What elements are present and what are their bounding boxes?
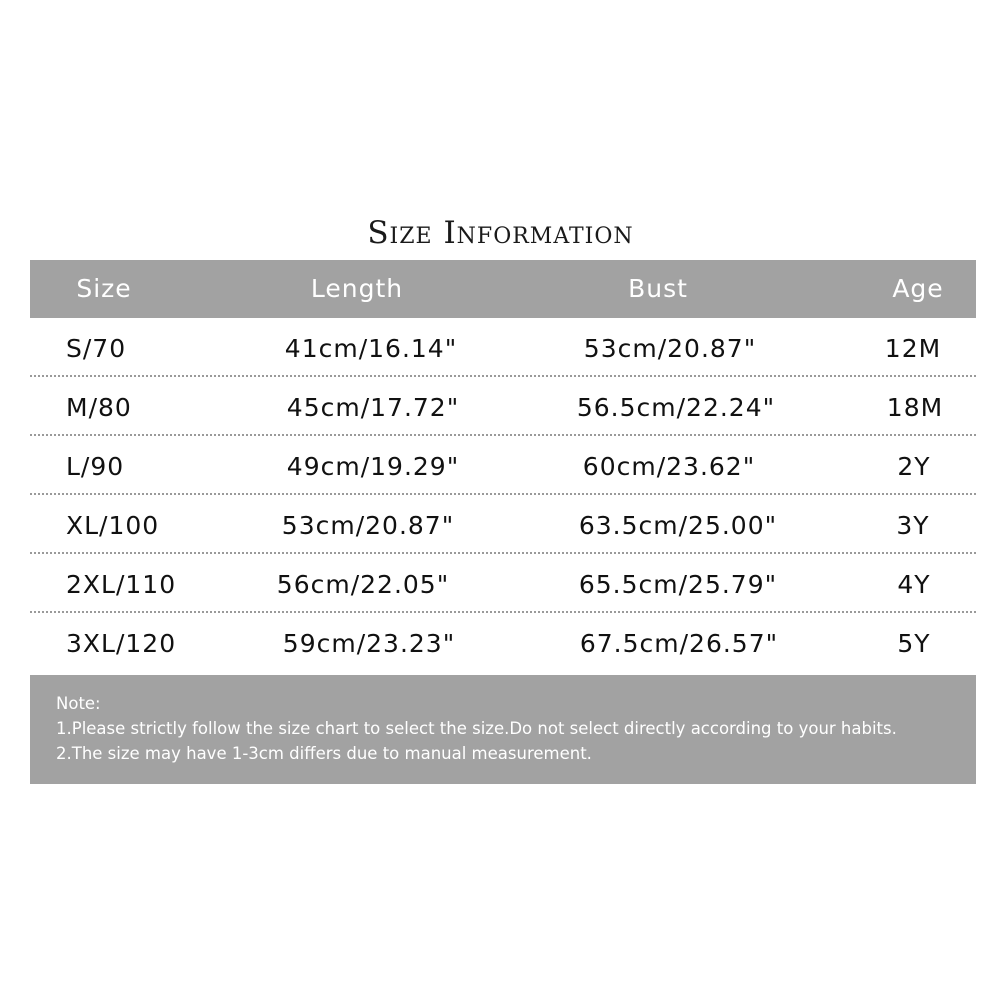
cell-size: M/80 bbox=[66, 393, 132, 422]
cell-size: 2XL/110 bbox=[66, 570, 177, 599]
cell-size: S/70 bbox=[66, 334, 127, 363]
note-line-2: 2.The size may have 1-3cm differs due to manual measurement. bbox=[56, 744, 592, 763]
note-heading: Note: bbox=[56, 694, 101, 713]
cell-age: 5Y bbox=[897, 629, 931, 658]
page-title: Size Information bbox=[367, 215, 634, 251]
cell-length: 41cm/16.14" bbox=[284, 334, 458, 363]
cell-size: XL/100 bbox=[66, 511, 160, 540]
cell-age: 12M bbox=[884, 334, 942, 363]
table-row bbox=[30, 613, 976, 671]
header-bust: Bust bbox=[628, 274, 688, 303]
note-line-1: 1.Please strictly follow the size chart to select the size.Do not select directly according to your habits. bbox=[56, 719, 897, 738]
cell-bust: 60cm/23.62" bbox=[582, 452, 756, 481]
table-row bbox=[30, 318, 976, 377]
table-row bbox=[30, 495, 976, 554]
header-age: Age bbox=[892, 274, 944, 303]
table-row bbox=[30, 554, 976, 613]
size-table-body bbox=[30, 318, 976, 671]
cell-age: 3Y bbox=[896, 511, 930, 540]
cell-size: 3XL/120 bbox=[66, 629, 177, 658]
cell-length: 49cm/19.29" bbox=[286, 452, 460, 481]
header-size: Size bbox=[76, 274, 132, 303]
note-box bbox=[30, 675, 976, 784]
cell-length: 59cm/23.23" bbox=[282, 629, 456, 658]
cell-size: L/90 bbox=[66, 452, 125, 481]
cell-length: 45cm/17.72" bbox=[286, 393, 460, 422]
cell-bust: 67.5cm/26.57" bbox=[579, 629, 779, 658]
cell-age: 18M bbox=[886, 393, 944, 422]
header-length: Length bbox=[310, 274, 404, 303]
cell-age: 4Y bbox=[897, 570, 931, 599]
table-header bbox=[30, 260, 976, 318]
cell-length: 56cm/22.05" bbox=[276, 570, 450, 599]
cell-age: 2Y bbox=[897, 452, 931, 481]
table-row bbox=[30, 436, 976, 495]
cell-length: 53cm/20.87" bbox=[281, 511, 455, 540]
cell-bust: 53cm/20.87" bbox=[583, 334, 757, 363]
cell-bust: 56.5cm/22.24" bbox=[576, 393, 776, 422]
cell-bust: 63.5cm/25.00" bbox=[578, 511, 778, 540]
table-row bbox=[30, 377, 976, 436]
cell-bust: 65.5cm/25.79" bbox=[578, 570, 778, 599]
